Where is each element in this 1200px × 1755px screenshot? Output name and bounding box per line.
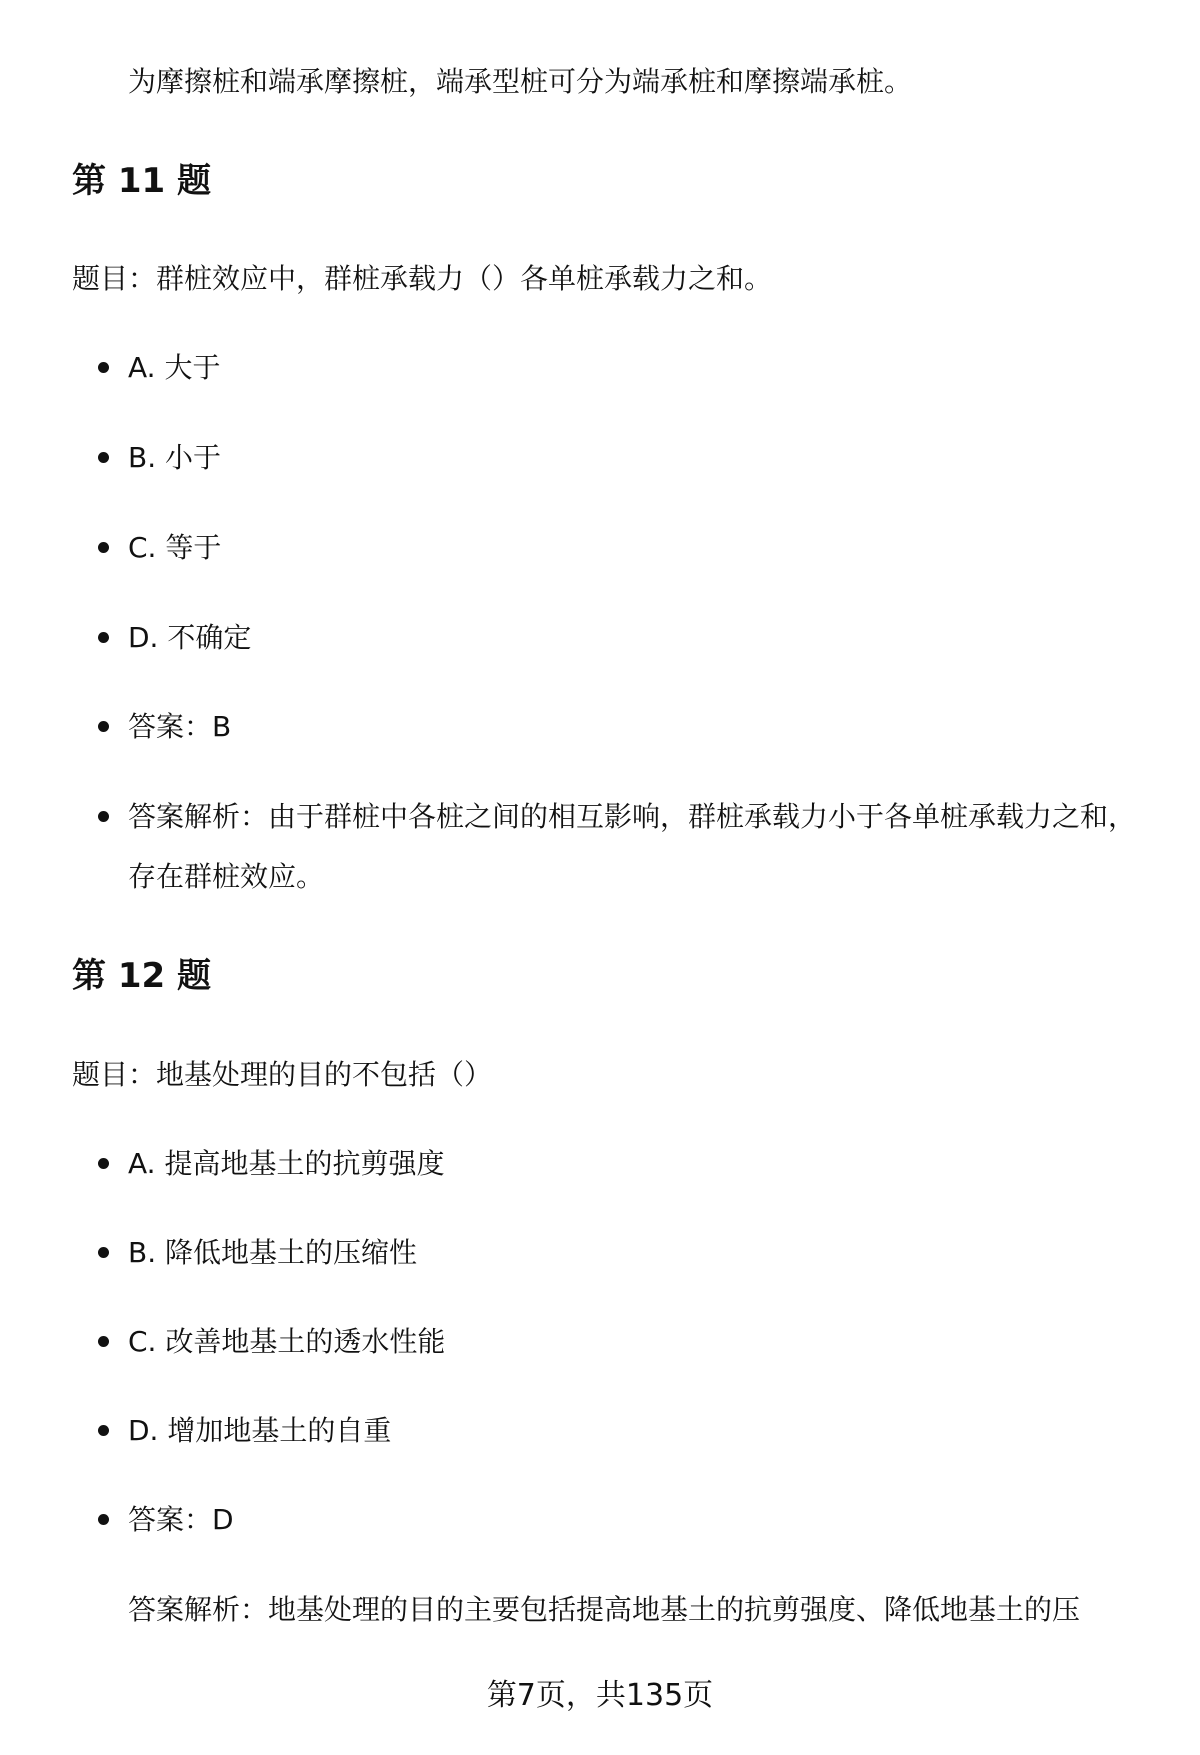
option-item [128,1401,1148,1461]
question-heading: 第 11 题 [72,161,211,201]
question-text: 题目：群桩效应中，群桩承载力（）各单桩承载力之和。 [72,262,773,295]
explanation-text: 答案解析：由于群桩中各桩之间的相互影响，群桩承载力小于各单桩承载力之和，存在群桩效应。 [128,800,1137,893]
option-item [128,1312,1148,1372]
bullet-icon [98,1514,109,1525]
bullet-icon [98,1425,109,1436]
bullet-icon [98,721,109,732]
option-item [128,608,1148,668]
bullet-icon [98,1336,109,1347]
bullet-icon [98,811,109,822]
bullet-icon [98,1158,109,1169]
page-number: 第7页，共135页 [486,1678,714,1713]
option-text: B. 小于 [128,441,222,474]
answer-text: 答案：B [128,710,232,743]
continuation-text: 为摩擦桩和端承摩擦桩，端承型桩可分为端承桩和摩擦端承桩。 [128,65,913,98]
option-text: D. 不确定 [128,621,252,654]
option-item [128,1223,1148,1283]
option-text: A. 大于 [128,351,221,384]
option-text: C. 改善地基土的透水性能 [128,1325,446,1358]
explanation-item [128,1580,1148,1640]
option-text: A. 提高地基土的抗剪强度 [128,1147,445,1180]
question-heading: 第 12 题 [72,956,211,996]
answer-text: 答案：D [128,1503,234,1536]
option-text: D. 增加地基土的自重 [128,1414,392,1447]
option-item [128,518,1148,578]
option-item [128,1134,1148,1194]
option-item [128,428,1148,488]
option-text: C. 等于 [128,531,222,564]
answer-item [128,1490,1148,1550]
bullet-icon [98,452,109,463]
question-text: 题目：地基处理的目的不包括（） [72,1058,493,1091]
explanation-text: 答案解析：地基处理的目的主要包括提高地基土的抗剪强度、降低地基土的压 [128,1593,1081,1626]
option-text: B. 降低地基土的压缩性 [128,1236,418,1269]
explanation-item [128,787,1148,907]
bullet-icon [98,632,109,643]
bullet-icon [98,542,109,553]
bullet-icon [98,362,109,373]
answer-item [128,697,1148,757]
bullet-icon [98,1247,109,1258]
option-item [128,338,1148,398]
